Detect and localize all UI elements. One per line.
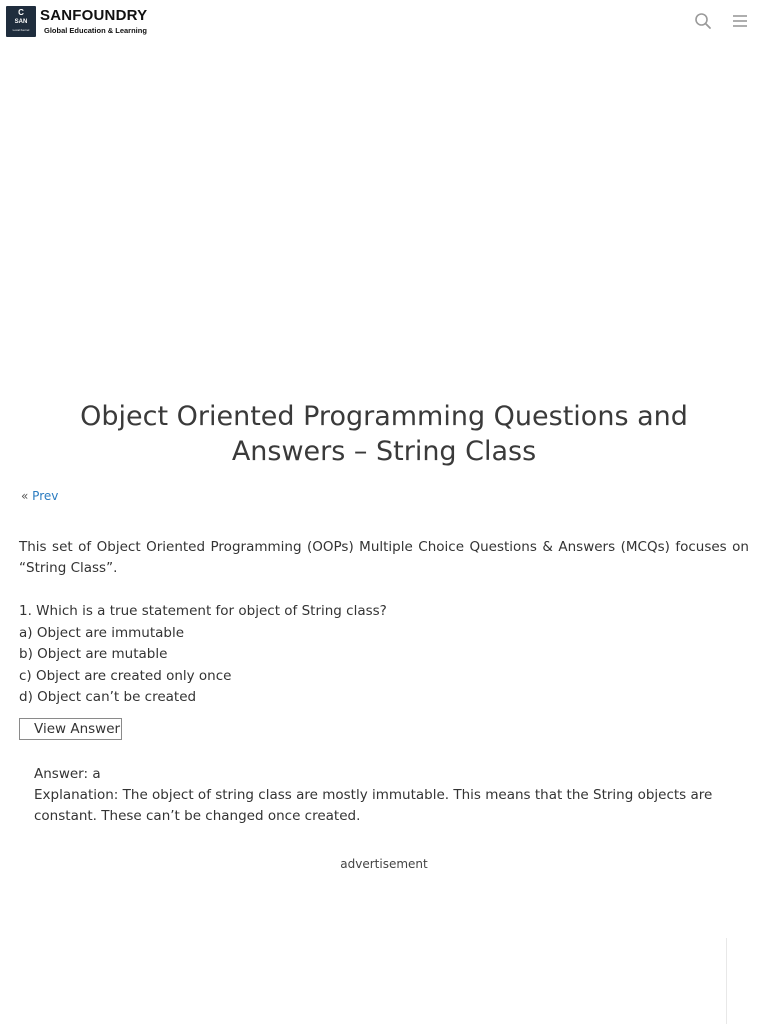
view-answer-button[interactable]: View Answer bbox=[19, 718, 122, 740]
option-c: c) Object are created only once bbox=[19, 667, 232, 684]
prev-link[interactable]: Prev bbox=[32, 489, 59, 503]
advertisement-label: advertisement bbox=[340, 857, 428, 871]
prev-arrow-icon: « bbox=[21, 489, 29, 503]
hamburger-menu-icon bbox=[731, 12, 749, 30]
search-icon bbox=[694, 12, 712, 30]
logo-icon[interactable] bbox=[6, 6, 36, 37]
site-header bbox=[0, 0, 768, 44]
prev-navigation bbox=[21, 489, 58, 503]
page-title: Object Oriented Programming Questions and Answers – String Class bbox=[80, 401, 688, 467]
menu-button[interactable] bbox=[731, 12, 749, 30]
explanation-text: Explanation: The object of string class are mostly immutable. This means that the String objects are constant. These can’t be changed once created. bbox=[34, 787, 713, 824]
answer-block bbox=[34, 764, 750, 827]
brand-name[interactable]: SANFOUNDRY bbox=[40, 7, 148, 24]
logo-subtext: Local Kernel bbox=[12, 28, 30, 32]
answer-text: Answer: a bbox=[34, 766, 101, 782]
logo-text: SAN bbox=[14, 19, 28, 25]
search-button[interactable] bbox=[694, 12, 712, 30]
question-text: 1. Which is a true statement for object of String class? bbox=[19, 603, 387, 619]
logo-letter: C bbox=[18, 8, 24, 17]
question-block bbox=[19, 601, 749, 709]
brand-tagline: Global Education & Learning bbox=[44, 26, 147, 35]
intro-paragraph: This set of Object Oriented Programming (OOPs) Multiple Choice Questions & Answers (MCQs) focuses on “String Class”. bbox=[19, 539, 749, 576]
ad-divider bbox=[726, 938, 727, 1024]
option-b: b) Object are mutable bbox=[19, 646, 168, 662]
option-d: d) Object can’t be created bbox=[19, 689, 197, 705]
option-a: a) Object are immutable bbox=[19, 624, 185, 641]
